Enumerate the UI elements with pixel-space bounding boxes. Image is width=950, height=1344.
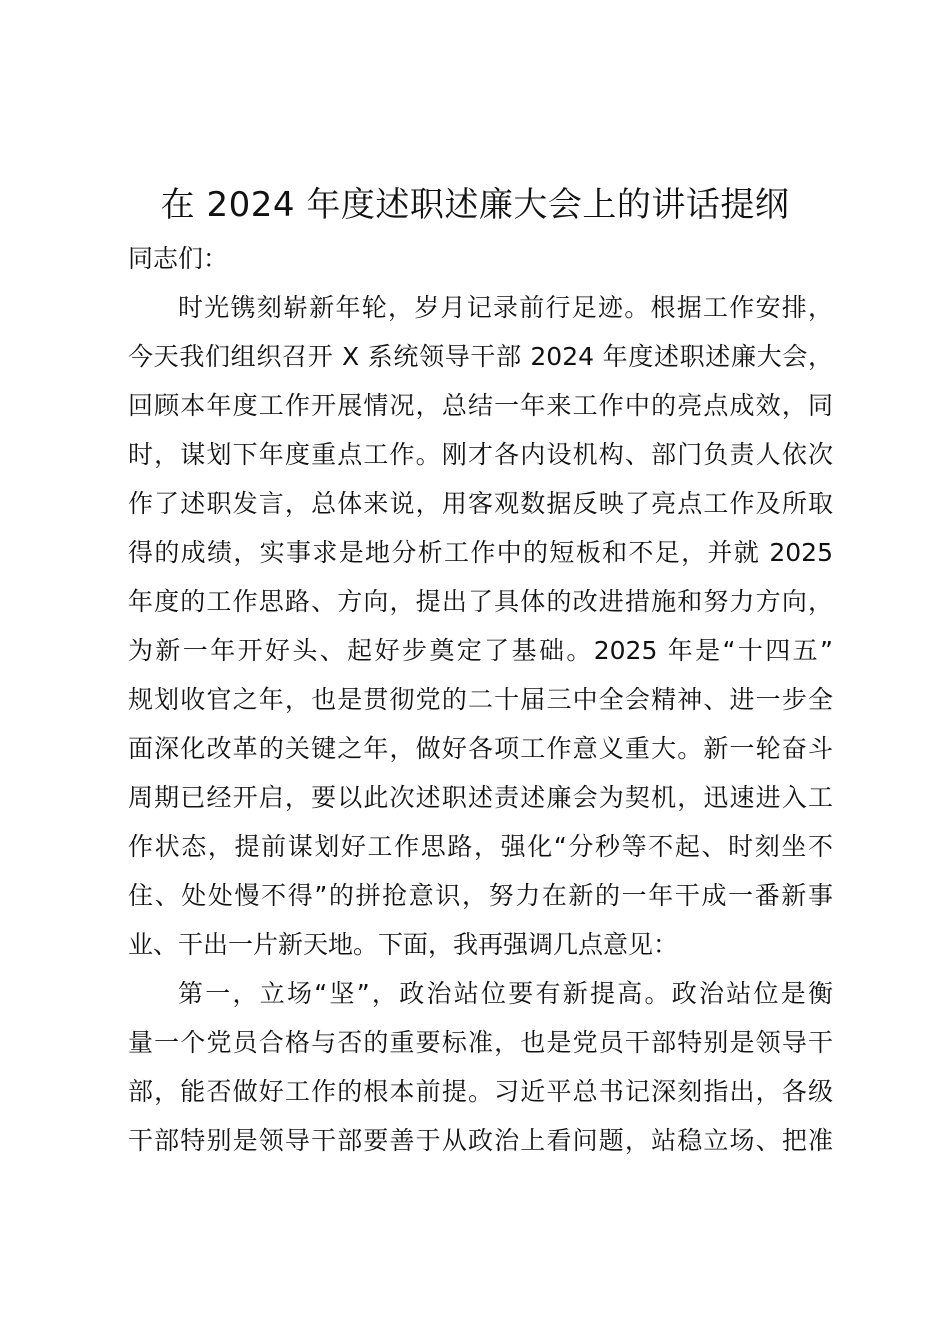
paragraph-line: 时光镌刻崭新年轮，岁月记录前行足迹。根据工作安排， xyxy=(178,293,833,322)
paragraph-line: 为新一年开好头、起好步奠定了基础。2025 年是“十四五” xyxy=(128,636,833,665)
paragraph-line: 得的成绩，实事求是地分析工作中的短板和不足，并就 2025 xyxy=(128,538,833,567)
paragraph-line: 规划收官之年，也是贯彻党的二十届三中全会精神、进一步全 xyxy=(128,685,833,714)
paragraph-line: 住、处处慢不得”的拼抢意识，努力在新的一年干成一番新事 xyxy=(128,881,833,910)
salutation: 同志们： xyxy=(128,244,229,273)
paragraph-line: 时，谋划下年度重点工作。刚才各内设机构、部门负责人依次 xyxy=(128,440,833,469)
paragraph-line: 干部特别是领导干部要善于从政治上看问题，站稳立场、把准 xyxy=(128,1126,833,1155)
paragraph-line: 第一，立场“坚”，政治站位要有新提高。政治站位是衡 xyxy=(178,979,833,1008)
paragraph-line: 回顾本年度工作开展情况，总结一年来工作中的亮点成效，同 xyxy=(128,391,833,420)
salutation-block xyxy=(128,234,833,283)
paragraph-line: 量一个党员合格与否的重要标准，也是党员干部特别是领导干 xyxy=(128,1028,833,1057)
paragraph-2 xyxy=(128,969,833,1165)
paragraph-line: 业、干出一片新天地。下面，我再强调几点意见： xyxy=(128,930,679,959)
paragraph-line: 作了述职发言，总体来说，用客观数据反映了亮点工作及所取 xyxy=(128,489,833,518)
paragraph-1 xyxy=(128,283,833,969)
paragraph-line: 部，能否做好工作的根本前提。习近平总书记深刻指出，各级 xyxy=(128,1077,833,1106)
document-title: 在 2024 年度述职述廉大会上的讲话提纲 xyxy=(160,185,790,225)
paragraph-line: 今天我们组织召开 X 系统领导干部 2024 年度述职述廉大会， xyxy=(128,342,833,371)
paragraph-line: 作状态，提前谋划好工作思路，强化“分秒等不起、时刻坐不 xyxy=(128,832,833,861)
paragraph-line: 年度的工作思路、方向，提出了具体的改进措施和努力方向， xyxy=(128,587,833,616)
paragraph-line: 周期已经开启，要以此次述职述责述廉会为契机，迅速进入工 xyxy=(128,783,833,812)
paragraph-line: 面深化改革的关键之年，做好各项工作意义重大。新一轮奋斗 xyxy=(128,734,833,763)
